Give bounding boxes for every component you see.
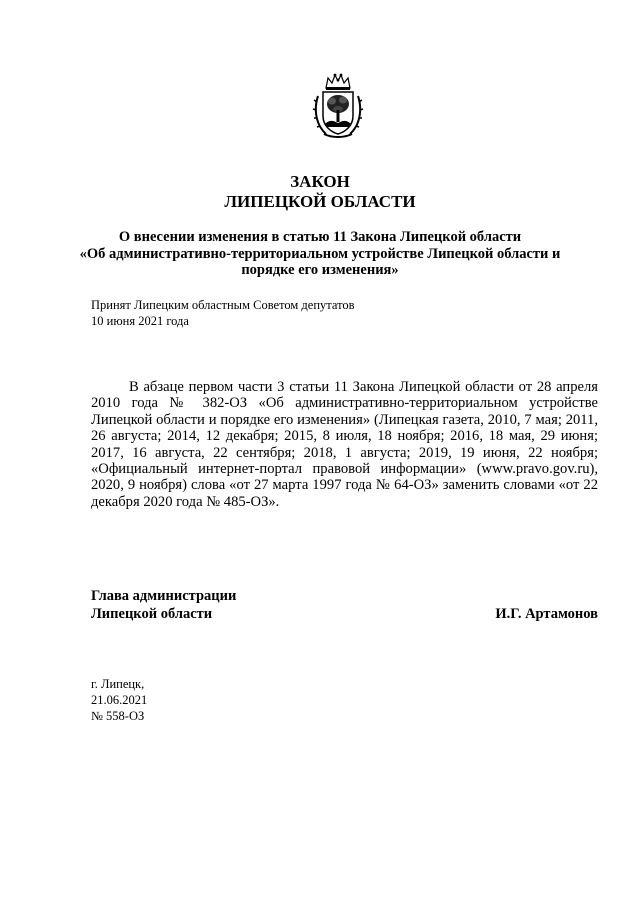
law-title: ЗАКОН [290, 172, 350, 191]
subtitle-line: порядке его изменения» [241, 262, 399, 278]
adoption-body: Принят Липецким областным Советом депутатов [91, 298, 355, 312]
signature-position-line: Липецкой области [91, 606, 213, 622]
lipetsk-coat-of-arms-icon [312, 72, 364, 140]
law-body-paragraph: В абзаце первом части 3 статьи 11 Закона Липецкой области от 28 апреля 2010 года № 382-ОЗ «Об административно-территориальном устройстве Липецкой области и порядке его изменения» (Липецкая газета, 2010, 7 мая; 2011, 26 августа; 2014, 12 декабря; 2015, 8 июля, 18 ноября; 2016, 18 мая, 29 июня; 2017, 16 августа, 22 сентября; 2018, 1 августа; 2019, 19 июня, 22 ноября; «Официальный интернет-портал правовой информации» (www.pravo.gov.ru), 2020, 9 ноября) слова «от 27 марта 1997 года № 64-ОЗ» заменить словами «от 22 декабря 2020 года № 485-ОЗ». [91, 379, 598, 510]
signature-position [91, 587, 236, 623]
subtitle-line: «Об административно-территориальном устройстве Липецкой области и [79, 245, 561, 262]
adoption-date: 10 июня 2021 года [91, 314, 189, 328]
adoption-info [91, 297, 355, 329]
law-subtitle [60, 229, 580, 279]
subtitle-line: О внесении изменения в статью 11 Закона Липецкой области [118, 229, 522, 245]
footer-city: г. Липецк, [91, 677, 145, 691]
footer-date: 21.06.2021 [91, 693, 148, 707]
law-region-title: ЛИПЕЦКОЙ ОБЛАСТИ [224, 192, 416, 211]
signatory-name: И.Г. Артамонов [495, 606, 598, 622]
document-footer [91, 676, 147, 724]
footer-number: № 558-ОЗ [91, 709, 145, 723]
signature-position-line: Глава администрации [91, 588, 237, 604]
